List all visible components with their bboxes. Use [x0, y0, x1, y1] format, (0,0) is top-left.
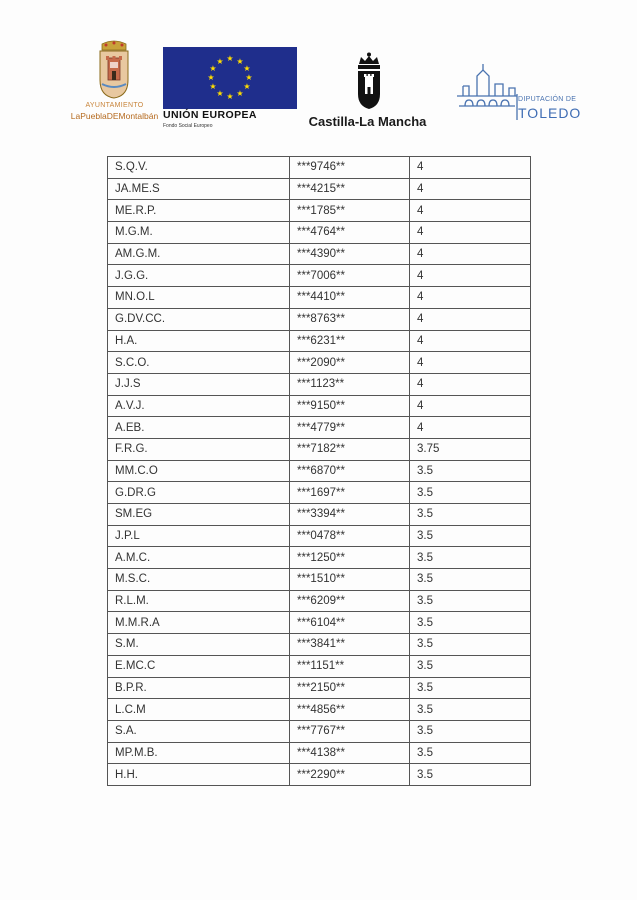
clm-name: Castilla-La Mancha — [308, 114, 427, 129]
table-row — [108, 200, 531, 222]
results-table — [107, 156, 531, 786]
person-initials: A.M.C. — [108, 547, 290, 569]
score-value: 4 — [410, 287, 531, 309]
masked-id: ***4138** — [290, 742, 410, 764]
svg-text:★: ★ — [209, 64, 217, 73]
svg-text:★: ★ — [226, 92, 234, 101]
castilla-la-mancha-logo — [305, 52, 435, 132]
eu-name: UNIÓN EUROPEA — [163, 109, 257, 121]
person-initials: MM.C.O — [108, 460, 290, 482]
person-initials: S.M. — [108, 634, 290, 656]
masked-id: ***7767** — [290, 720, 410, 742]
table-row — [108, 330, 531, 352]
clm-crown-shield-icon — [355, 52, 383, 110]
score-value: 4 — [410, 265, 531, 287]
results-table-body — [108, 157, 531, 786]
person-initials: M.M.R.A — [108, 612, 290, 634]
svg-text:★: ★ — [236, 57, 244, 66]
score-value: 3.5 — [410, 764, 531, 786]
person-initials: J.J.S — [108, 373, 290, 395]
score-value: 3.5 — [410, 612, 531, 634]
masked-id: ***7182** — [290, 438, 410, 460]
score-value: 3.75 — [410, 438, 531, 460]
masked-id: ***7006** — [290, 265, 410, 287]
table-row — [108, 417, 531, 439]
masked-id: ***4764** — [290, 222, 410, 244]
masked-id: ***4390** — [290, 243, 410, 265]
score-value: 4 — [410, 373, 531, 395]
table-row — [108, 504, 531, 526]
table-row — [108, 352, 531, 374]
masked-id: ***8763** — [290, 308, 410, 330]
svg-text:★: ★ — [243, 82, 251, 91]
table-row — [108, 634, 531, 656]
person-initials: M.S.C. — [108, 569, 290, 591]
person-initials: H.H. — [108, 764, 290, 786]
svg-text:★: ★ — [216, 89, 224, 98]
score-value: 4 — [410, 395, 531, 417]
score-value: 4 — [410, 200, 531, 222]
masked-id: ***4779** — [290, 417, 410, 439]
person-initials: E.MC.C — [108, 655, 290, 677]
score-value: 4 — [410, 243, 531, 265]
table-row — [108, 699, 531, 721]
masked-id: ***6870** — [290, 460, 410, 482]
masked-id: ***4410** — [290, 287, 410, 309]
svg-text:★: ★ — [226, 54, 234, 63]
person-initials: R.L.M. — [108, 590, 290, 612]
person-initials: JA.ME.S — [108, 178, 290, 200]
table-row — [108, 460, 531, 482]
score-value: 4 — [410, 308, 531, 330]
masked-id: ***3841** — [290, 634, 410, 656]
toledo-alcazar-icon — [455, 62, 520, 122]
header-logos — [0, 0, 637, 140]
score-value: 4 — [410, 330, 531, 352]
score-value: 3.5 — [410, 720, 531, 742]
eu-logo — [163, 47, 298, 132]
score-value: 3.5 — [410, 504, 531, 526]
svg-text:★: ★ — [245, 73, 253, 82]
masked-id: ***3394** — [290, 504, 410, 526]
person-initials: S.Q.V. — [108, 157, 290, 179]
masked-id: ***6231** — [290, 330, 410, 352]
masked-id: ***9746** — [290, 157, 410, 179]
person-initials: S.C.O. — [108, 352, 290, 374]
person-initials: G.DV.CC. — [108, 308, 290, 330]
table-row — [108, 764, 531, 786]
diputacion-toledo-logo — [455, 62, 585, 122]
eu-fund-name: Fondo Social Europeo — [163, 123, 213, 129]
person-initials: ME.R.P. — [108, 200, 290, 222]
masked-id: ***1151** — [290, 655, 410, 677]
score-value: 3.5 — [410, 460, 531, 482]
masked-id: ***2290** — [290, 764, 410, 786]
score-value: 3.5 — [410, 590, 531, 612]
person-initials: F.R.G. — [108, 438, 290, 460]
table-row — [108, 373, 531, 395]
score-value: 3.5 — [410, 547, 531, 569]
table-row — [108, 655, 531, 677]
score-value: 4 — [410, 352, 531, 374]
masked-id: ***6209** — [290, 590, 410, 612]
svg-text:★: ★ — [236, 89, 244, 98]
score-value: 4 — [410, 178, 531, 200]
score-value: 3.5 — [410, 482, 531, 504]
table-row — [108, 525, 531, 547]
person-initials: MP.M.B. — [108, 742, 290, 764]
eu-flag-icon — [163, 47, 297, 109]
masked-id: ***4215** — [290, 178, 410, 200]
masked-id: ***9150** — [290, 395, 410, 417]
table-row — [108, 438, 531, 460]
score-value: 3.5 — [410, 699, 531, 721]
table-row — [108, 178, 531, 200]
table-row — [108, 222, 531, 244]
table-row — [108, 569, 531, 591]
score-value: 3.5 — [410, 634, 531, 656]
table-row — [108, 287, 531, 309]
table-row — [108, 482, 531, 504]
table-row — [108, 547, 531, 569]
ayuntamiento-logo — [62, 40, 167, 130]
svg-text:★: ★ — [209, 82, 217, 91]
score-value: 3.5 — [410, 655, 531, 677]
ayuntamiento-label: AYUNTAMIENTO — [85, 102, 144, 109]
score-value: 3.5 — [410, 677, 531, 699]
table-row — [108, 395, 531, 417]
ayuntamiento-town: LaPueblaDEMontalbán — [70, 111, 159, 121]
person-initials: S.A. — [108, 720, 290, 742]
coat-of-arms-icon — [96, 40, 132, 100]
table-row — [108, 677, 531, 699]
svg-text:★: ★ — [216, 57, 224, 66]
diputacion-name: TOLEDO — [518, 105, 582, 121]
person-initials: G.DR.G — [108, 482, 290, 504]
masked-id: ***1697** — [290, 482, 410, 504]
score-value: 4 — [410, 157, 531, 179]
diputacion-label: DIPUTACIÓN DE — [518, 96, 577, 103]
masked-id: ***1510** — [290, 569, 410, 591]
table-row — [108, 308, 531, 330]
score-value: 4 — [410, 417, 531, 439]
score-value: 3.5 — [410, 525, 531, 547]
table-row — [108, 265, 531, 287]
score-value: 4 — [410, 222, 531, 244]
masked-id: ***4856** — [290, 699, 410, 721]
table-row — [108, 590, 531, 612]
table-row — [108, 720, 531, 742]
person-initials: MN.O.L — [108, 287, 290, 309]
masked-id: ***1250** — [290, 547, 410, 569]
person-initials: J.P.L — [108, 525, 290, 547]
person-initials: A.EB. — [108, 417, 290, 439]
table-row — [108, 157, 531, 179]
person-initials: H.A. — [108, 330, 290, 352]
masked-id: ***1123** — [290, 373, 410, 395]
masked-id: ***2090** — [290, 352, 410, 374]
masked-id: ***0478** — [290, 525, 410, 547]
score-value: 3.5 — [410, 569, 531, 591]
person-initials: L.C.M — [108, 699, 290, 721]
table-row — [108, 742, 531, 764]
masked-id: ***1785** — [290, 200, 410, 222]
score-value: 3.5 — [410, 742, 531, 764]
table-row — [108, 612, 531, 634]
person-initials: M.G.M. — [108, 222, 290, 244]
svg-text:★: ★ — [207, 73, 215, 82]
person-initials: AM.G.M. — [108, 243, 290, 265]
masked-id: ***6104** — [290, 612, 410, 634]
table-row — [108, 243, 531, 265]
person-initials: A.V.J. — [108, 395, 290, 417]
person-initials: J.G.G. — [108, 265, 290, 287]
person-initials: SM.EG — [108, 504, 290, 526]
masked-id: ***2150** — [290, 677, 410, 699]
person-initials: B.P.R. — [108, 677, 290, 699]
svg-text:★: ★ — [243, 64, 251, 73]
